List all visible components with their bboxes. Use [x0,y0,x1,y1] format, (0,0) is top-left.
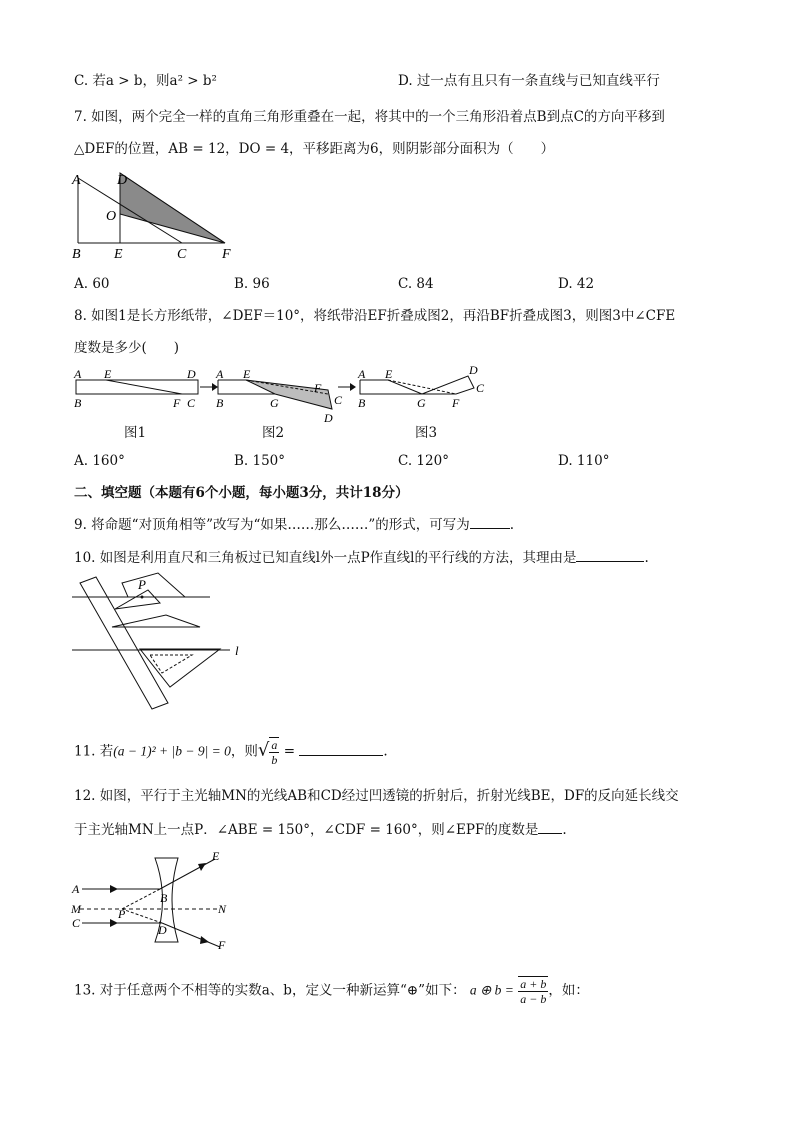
q11-answer-blank[interactable] [299,742,383,756]
q6-option-d: D. 过一点有且只有一条直线与已知直线平行 [398,73,660,89]
q8-stem-line2: 度数是多少( ) [74,340,180,356]
svg-text:G: G [270,396,279,410]
q9-text: 9. 将命题“对顶角相等”改写为“如果……那么……”的形式，可写为 [74,517,470,533]
q10-label-p: P [138,577,146,592]
q10-label-l: l [235,643,239,658]
q12-label-d: D [158,923,167,937]
q8-option-a: A. 160° [74,453,125,469]
q12-label-f: F [218,938,226,952]
q6-option-c: C. 若a > b，则a² > b² [74,73,217,89]
svg-text:B: B [74,396,82,410]
svg-text:F: F [173,396,181,410]
q10-text: 10. 如图是利用直尺和三角板过已知直线l外一点P作直线l的平行线的方法，其理由是 [74,550,577,566]
q13-text: 13. 对于任意两个不相等的实数a、b，定义一种新运算“⊕”如下： [74,982,466,999]
q8-caption-1: 图1 [124,425,147,441]
q12-figure [70,850,270,950]
q12-label-p: P [118,907,126,921]
q7-label-f: F [222,247,231,262]
svg-text:D: D [324,411,333,425]
svg-text:G: G [417,396,426,410]
q7-stem-line2: △DEF的位置，AB = 12，DO = 4，平移距离为6，则阴影部分面积为（ ） [74,141,555,157]
q11-prefix: 11. 若 [74,743,114,760]
q7-label-a: A [72,173,81,188]
q7-option-a: A. 60 [74,276,110,292]
svg-text:C: C [334,393,343,407]
q8-option-c: C. 120° [398,453,449,469]
q12-label-b: B [160,891,168,905]
q7-label-b: B [72,247,81,262]
q7-option-b: B. 96 [234,276,270,292]
q7-label-o: O [106,209,117,224]
q12-answer-blank[interactable] [538,820,562,834]
svg-text:A: A [216,367,224,381]
svg-text:A: A [74,367,82,381]
q13-numerator: a + b [520,977,547,991]
q7-label-d: D [117,173,128,188]
q13-tail: ，如： [548,982,589,999]
q10: 10. 如图是利用直尺和三角板过已知直线l外一点P作直线l的平行线的方法，其理由是 . [74,550,649,566]
q11-numerator: a [271,738,278,752]
svg-text:E: E [243,367,251,381]
q7-option-d: D. 42 [558,276,595,292]
q12-label-m: M [71,902,81,916]
q7-label-e: E [114,247,123,262]
q8-option-b: B. 150° [234,453,286,469]
q9-answer-blank[interactable] [470,515,510,529]
q7-option-c: C. 84 [398,276,434,292]
q13 [74,976,589,1006]
svg-text:F: F [452,396,460,410]
svg-text:D: D [187,367,196,381]
svg-text:C: C [187,396,196,410]
q8-caption-2: 图2 [262,425,285,441]
q11-equals: = [279,743,296,760]
q12-label-n: N [218,902,227,916]
q12-stem-line2: 于主光轴MN上一点P．∠ABE = 150°，∠CDF = 160°，则∠EPF的度数是 [74,822,539,838]
svg-text:B: B [358,396,366,410]
q10-answer-blank[interactable] [576,548,644,562]
svg-text:C: C [476,381,485,395]
q11: 11. 若(a − 1)² + |b − 9| = 0，则√ $\frac{a}{b}$ = . [74,738,388,767]
svg-text:D: D [469,363,478,377]
q12-label-a: A [72,882,80,896]
q8-option-d: D. 110° [558,453,610,469]
q7-stem-line1: 7. 如图，两个完全一样的直角三角形重叠在一起，将其中的一个三角形沿着点B到点C的方向平移到 [74,109,665,125]
q8-caption-3: 图3 [415,425,438,441]
q13-denominator: a − b [520,992,547,1006]
svg-text:B: B [216,396,224,410]
q12-label-e: E [212,849,220,863]
q11-expression: (a − 1)² + |b − 9| = 0 [113,743,231,759]
section-title: 二、填空题（本题有6个小题，每小题3分，共计18分） [74,485,409,501]
q11-denominator: b [271,753,278,767]
svg-text:A: A [358,367,366,381]
svg-text:F: F [314,381,322,395]
q8-stem-line1: 8. 如图1是长方形纸带，∠DEF＝10°，将纸带沿EF折叠成图2，再沿BF折叠成图3，则图3中∠CFE [74,308,676,324]
q11-then: ，则 [230,743,258,760]
q12-stem-line1: 12. 如图，平行于主光轴MN的光线AB和CD经过凹透镜的折射后，折射光线BE，DF的反向延长线交 [74,788,679,804]
q12-line2: 于主光轴MN上一点P．∠ABE = 150°，∠CDF = 160°，则∠EPF的度数是 . [74,822,567,838]
q9: 9. 将命题“对顶角相等”改写为“如果……那么……”的形式，可写为 . [74,517,515,533]
svg-text:E: E [385,367,393,381]
svg-text:E: E [104,367,112,381]
q12-label-c: C [72,916,81,930]
q13-lhs: a ⊕ b = [469,982,514,998]
q7-figure [70,170,270,265]
q7-label-c: C [177,247,187,262]
q10-figure [70,575,260,715]
